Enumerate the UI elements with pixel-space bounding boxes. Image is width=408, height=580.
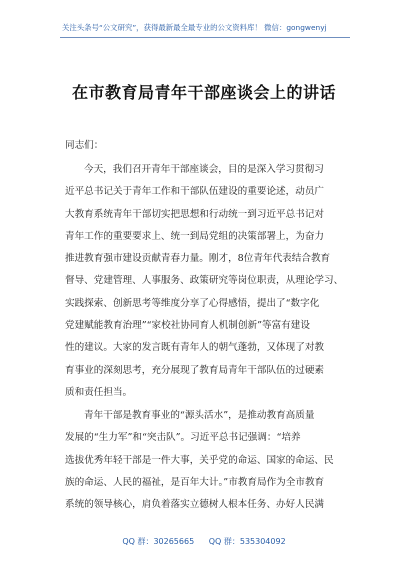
paragraph-line: 推进教育强市建设贡献青春力量。刚才，8位青年代表结合教育: [65, 253, 331, 265]
footer: [0, 536, 408, 547]
salutation: 同志们：: [65, 140, 104, 151]
paragraph-line: 党建赋能教育治理”“家校社协同育人机制创新”等富有建设: [65, 320, 310, 332]
paragraph-line: 青年干部是教育事业的“源头活水”，是推动教育高质量: [84, 410, 315, 421]
paragraph-line: 育事业的深刻思考，充分展现了教育局青年干部队伍的过硬素: [65, 364, 325, 376]
paragraph-line: 近平总书记关于青年工作和干部队伍建设的重要论述，动员广: [65, 186, 325, 198]
paragraph-line: 发展的“生力军”和“突击队”。习近平总书记强调：“培养: [65, 432, 301, 444]
paragraph-line: 系统的领导核心，肩负着落实立德树人根本任务、办好人民满: [65, 499, 325, 511]
footer-qq-group-1: QQ 群：30265665: [122, 537, 195, 546]
paragraph-2: [65, 405, 353, 516]
paragraph-line: 质和责任担当。: [65, 386, 133, 398]
header-banner: 关注头条号“公文研究”，获得最新最全最专业的公文资料库！ 微信：gongwenyj: [62, 23, 327, 32]
paragraph-line: 选拔优秀年轻干部是一件大事，关乎党的命运、国家的命运、民: [65, 454, 334, 466]
paragraph-line: 族的命运、人民的福祉，是百年大计。”市教育局作为全市教育: [65, 476, 325, 488]
header-divider: [60, 37, 350, 38]
paragraph-line: 实践探索、创新思考等维度分享了心得感悟，提出了“数字化: [65, 297, 320, 309]
paragraph-line: 督导、党建管理、人事服务、政策研究等岗位职责，从理论学习、: [65, 275, 344, 287]
paragraph-line: 今天，我们召开青年干部座谈会，目的是深入学习贯彻习: [84, 164, 324, 175]
paragraph-1: [65, 159, 353, 404]
document-title: 在市教育局青年干部座谈会上的讲话: [71, 83, 336, 102]
footer-qq-group-2: QQ 群：535304092: [208, 537, 286, 546]
paragraph-line: 性的建议。大家的发言既有青年人的朝气蓬勃，又体现了对教: [65, 342, 325, 354]
paragraph-line: 青年工作的重要要求上、统一到局党组的决策部署上，为奋力: [65, 230, 325, 242]
paragraph-line: 大教育系统青年干部切实把思想和行动统一到习近平总书记对: [65, 208, 325, 220]
